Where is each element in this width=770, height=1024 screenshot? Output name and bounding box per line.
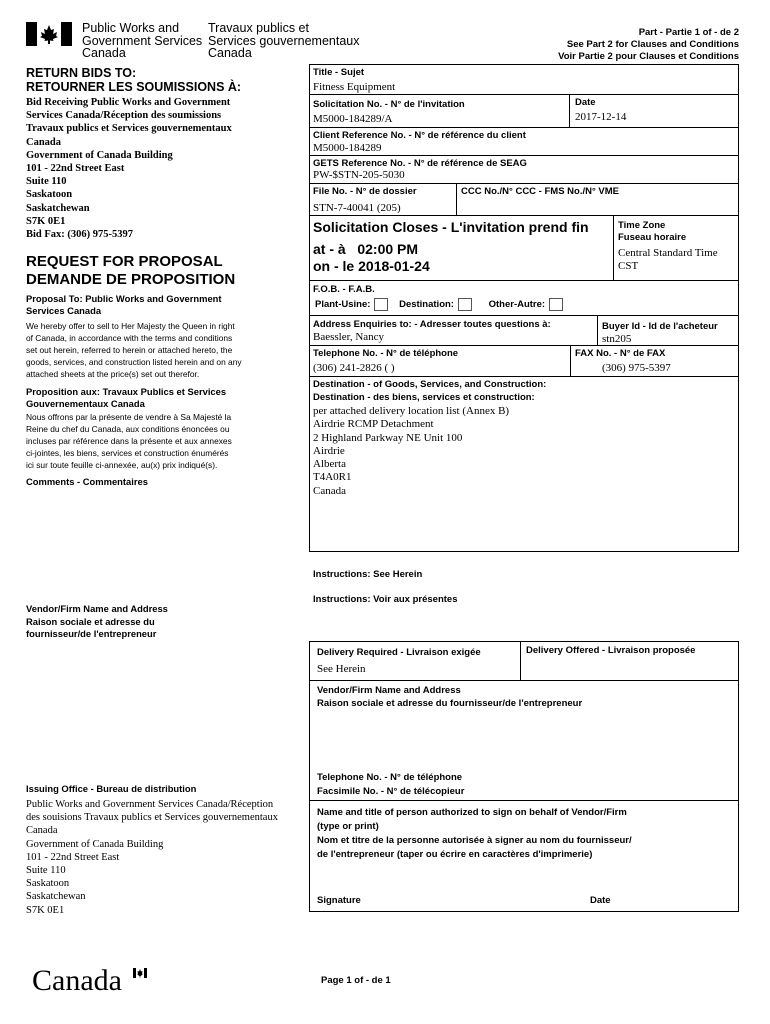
ccc-no-label: CCC No./N° CCC - FMS No./N° VME [461, 186, 620, 197]
rule [309, 94, 739, 95]
buyer-id-label: Buyer Id - Id de l'acheteur [602, 321, 718, 332]
buyer-id-value: stn205 [602, 333, 632, 345]
client-reference-value: M5000-184289 [313, 142, 382, 154]
rule [309, 127, 739, 128]
at-label: at - à [313, 241, 346, 257]
rule [570, 345, 571, 376]
solicitation-no-label: Solicitation No. - N° de l'invitation [313, 99, 465, 110]
destination-address: per attached delivery location list (Annex B) Airdrie RCMP Detachment 2 Highland Parkway NE Unit 100 Airdrie Alberta T4A0R1 Canada [313, 405, 510, 497]
rule [309, 680, 739, 681]
proposal-to: Proposal To: Public Works and Government Services Canada [26, 293, 222, 316]
gets-reference-label: GETS Reference No. - N° de référence de SEAG [313, 158, 527, 169]
delivery-offered-label: Delivery Offered - Livraison proposée [526, 645, 696, 656]
department-name-fr: Travaux publics et Services gouvernementaux Canada [208, 21, 360, 60]
other-label: Other-Autre: [488, 299, 546, 311]
offer-text-en: We hereby offer to sell to Her Majesty the Queen in right of Canada, in accordance with the terms and conditions set out herein, referred to herein or attached hereto, the goods, services, and construction listed herein and on any attached sheets at the price(s) set out therefor. [26, 321, 242, 379]
title-value: Fitness Equipment [313, 81, 396, 93]
title-label: Title - Sujet [313, 67, 365, 78]
rule [597, 315, 598, 345]
destination-label-block: Destination - of Goods, Services, and Construction: Destination - des biens, services et construction: [313, 379, 547, 403]
closing-time-row [313, 241, 418, 257]
rfp-title: REQUEST FOR PROPOSAL DEMANDE DE PROPOSITION [26, 253, 236, 288]
time-zone-value: Central Standard Time CST [618, 247, 718, 272]
department-name-en: Public Works and Government Services Canada [82, 21, 203, 60]
date-value: 2017-12-14 [575, 111, 627, 123]
on-label: on - le [313, 258, 355, 274]
destination-label: Destination: [399, 299, 454, 311]
return-bids-title: RETURN BIDS TO: RETOURNER LES SOUMISSIONS À: [26, 66, 242, 94]
vendor-name-address-label: Vendor/Firm Name and Address Raison sociale et adresse du fournisseur/de l'entrepreneur [26, 603, 168, 639]
authorized-signatory-field[interactable]: Name and title of person authorized to sign on behalf of Vendor/Firm (type or print) Nom et titre de la personne autorisée à signer au nom du fournisseur/ de l'entrepreneur (taper ou écrire en caractères d'imprimerie) [317, 807, 632, 860]
comments-label: Comments - Commentaires [26, 476, 148, 487]
rule [309, 376, 739, 377]
fax-value: (306) 975-5397 [602, 362, 671, 374]
gets-reference-value: PW-$STN-205-5030 [313, 169, 405, 181]
closing-date-row [313, 258, 430, 274]
plant-checkbox[interactable] [374, 298, 388, 311]
closing-time-value: 02:00 PM [357, 241, 419, 257]
telephone-value: (306) 241-2826 ( ) [313, 362, 395, 374]
page-number: Page 1 of - de 1 [321, 975, 391, 986]
rule [309, 183, 739, 184]
closing-date-value: 2018-01-24 [358, 258, 430, 274]
offer-text-fr: Nous offrons par la présente de vendre à Sa Majesté la Reine du chef du Canada, aux conditions énoncées ou incluses par référence dans la présente et aux annexes ci-jointes, les biens, services et construction énumérés ici sur toute feuille ci-annexée, au(x) prix indiqué(s). [26, 412, 232, 470]
address-enquiries-value: Baessler, Nancy [313, 331, 385, 343]
rule [309, 315, 739, 316]
part-indicator: Part - Partie 1 of - de 2 See Part 2 for Clauses and Conditions Voir Partie 2 pour Clauses et Conditions [558, 27, 739, 62]
fax-label: FAX No. - N° de FAX [575, 348, 666, 359]
issuing-office-address: Public Works and Government Services Canada/Réception des souisions Travaux publics et Services gouvernementaux Canada Government of Canada Building 101 - 22nd Street East Suite 110 Saskatoon Saskatchewan S7K 0E1 [26, 799, 278, 916]
signature-date-field[interactable]: Date [590, 895, 611, 906]
gc-flag-logo [26, 22, 72, 46]
rule [309, 155, 739, 156]
delivery-required-value: See Herein [317, 663, 366, 675]
destination-checkbox[interactable] [458, 298, 472, 311]
rule [309, 345, 739, 346]
telephone-label: Telephone No. - N° de téléphone [313, 348, 459, 359]
signature-field[interactable]: Signature [317, 895, 361, 906]
rule [309, 280, 739, 281]
client-reference-label: Client Reference No. - N° de référence du client [313, 130, 526, 141]
solicitation-closes-label: Solicitation Closes - L'invitation prend fin [313, 219, 589, 235]
file-no-value: STN-7-40041 (205) [313, 202, 401, 214]
file-no-label: File No. - N° de dossier [313, 186, 417, 197]
rule [613, 215, 614, 280]
fob-options [315, 298, 567, 311]
address-enquiries-label: Address Enquiries to: - Adresser toutes questions à: [313, 319, 551, 330]
wordmark-flag-icon [133, 968, 147, 978]
rule [309, 215, 739, 216]
rule [309, 800, 739, 801]
solicitation-no-value: M5000-184289/A [313, 113, 393, 125]
proposition-aux: Proposition aux: Travaux Publics et Services Gouvernementaux Canada [26, 386, 227, 409]
instructions-fr: Instructions: Voir aux présentes [313, 594, 458, 605]
date-label: Date [575, 97, 596, 108]
instructions-en: Instructions: See Herein [313, 569, 423, 580]
time-zone-label: Time Zone Fuseau horaire [618, 220, 687, 243]
plant-label: Plant-Usine: [315, 299, 371, 311]
issuing-office-title: Issuing Office - Bureau de distribution [26, 783, 197, 794]
vendor-tel-fax-field[interactable]: Telephone No. - N° de téléphone Facsimile No. - N° de télécopieur [317, 772, 465, 797]
rule [456, 183, 457, 215]
delivery-required-label: Delivery Required - Livraison exigée [317, 647, 481, 658]
canada-wordmark: Canada [32, 964, 122, 998]
return-bids-address: Bid Receiving Public Works and Government Services Canada/Réception des soumissions Travaux publics et Services gouvernementaux Canada Government of Canada Building 101 - 22nd Street East Suite 110 Saskatoon Saskatchewan S7K 0E1 Bid Fax: (306) 975-5397 [26, 97, 232, 241]
vendor-name-address-field[interactable]: Vendor/Firm Name and Address Raison sociale et adresse du fournisseur/de l'entrepreneur [317, 685, 583, 709]
other-checkbox[interactable] [549, 298, 563, 311]
fob-label: F.O.B. - F.A.B. [313, 284, 375, 295]
rule [520, 641, 521, 680]
rule [569, 94, 570, 127]
